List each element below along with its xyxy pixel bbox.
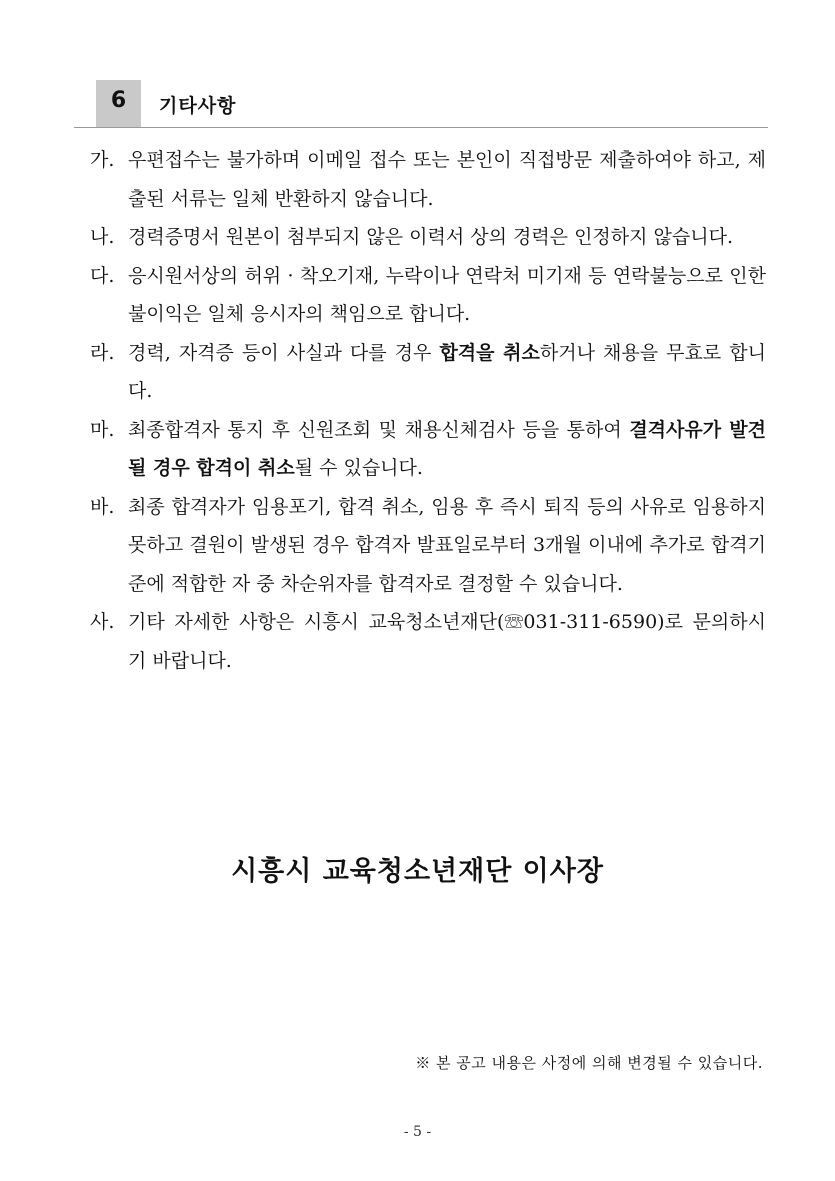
item-marker: 라. [90, 341, 115, 364]
item-text: 우편접수는 불가하며 이메일 접수 또는 본인이 직접방문 제출하여야 하고, 제출된 서류는 일체 반환하지 않습니다. [128, 149, 766, 210]
item-marker: 바. [90, 495, 115, 518]
item-marker: 사. [90, 611, 115, 633]
item-text: 경력증명서 원본이 첨부되지 않은 이력서 상의 경력은 인정하지 않습니다. [128, 226, 733, 248]
item-text: 최종합격자 통지 후 신원조회 및 채용신체검사 등을 통하여 [128, 418, 630, 441]
section-title: 기타사항 [159, 95, 237, 117]
list-item [90, 488, 766, 604]
list-item [90, 334, 766, 411]
section-number-box [96, 80, 141, 127]
change-notice: ※ 본 공고 내용은 사정에 의해 변경될 수 있습니다. [415, 1054, 763, 1072]
item-text-emphasis: 합격을 취소 [439, 341, 540, 364]
page-number: - 5 - [403, 1124, 432, 1140]
item-marker: 다. [90, 264, 115, 287]
item-text: 기타 자세한 사항은 시흥시 교육청소년재단(☏031-311-6590)로 문의하시기 바랍니다. [128, 611, 766, 672]
list-item [90, 603, 766, 680]
item-marker: 가. [90, 149, 115, 171]
list-item [90, 411, 766, 488]
list-item [90, 141, 766, 218]
item-text: 응시원서상의 허위 · 착오기재, 누락이나 연락처 미기재 등 연락불능으로 인한 불이익은 일체 응시자의 책임으로 합니다. [128, 264, 766, 325]
item-text: 경력, 자격증 등이 사실과 다를 경우 [128, 341, 440, 364]
section-header [74, 80, 768, 128]
item-text-emphasis: 결격사유가 발견될 경우 합격이 취소 [128, 418, 766, 479]
list-item [90, 257, 766, 334]
item-marker: 마. [90, 418, 115, 441]
notice-items-list [90, 141, 766, 680]
item-text: 될 수 있습니다. [294, 457, 423, 479]
organization-signature: 시흥시 교육청소년재단 이사장 [231, 856, 604, 887]
item-text: 최종 합격자가 임용포기, 합격 취소, 임용 후 즉시 퇴직 등의 사유로 임용하지 못하고 결원이 발생된 경우 합격자 발표일로부터 3개월 이내에 추가로 합격기준에 적합한 자 중 차순위자를 합격자로 결정할 수 있습니다. [128, 495, 766, 595]
section-number: 6 [110, 88, 127, 113]
list-item [90, 218, 766, 257]
item-marker: 나. [90, 226, 115, 248]
item-text: 하거나 채용을 무효로 합니다. [128, 341, 766, 402]
